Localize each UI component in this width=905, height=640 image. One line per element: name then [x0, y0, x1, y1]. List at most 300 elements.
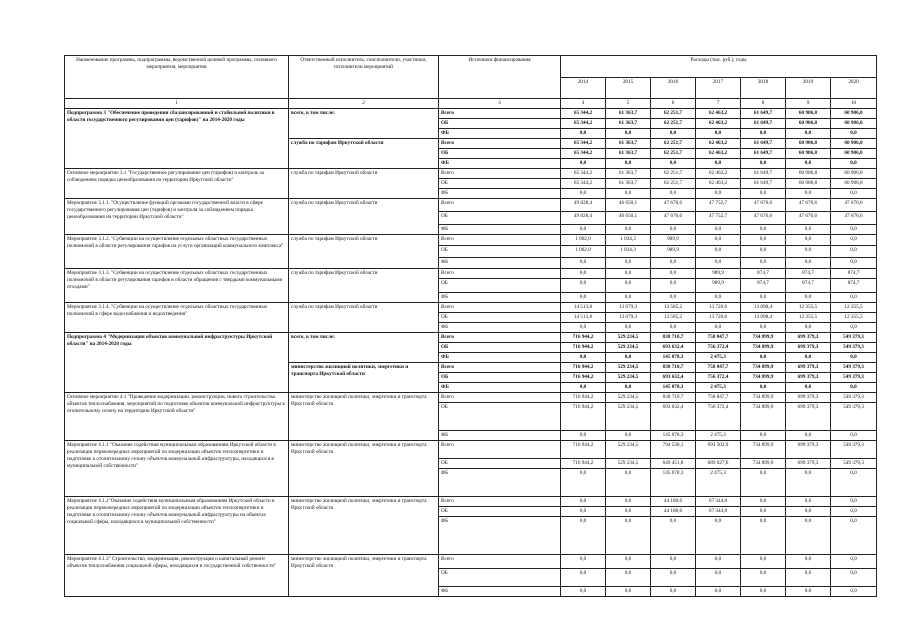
value-cell: 61 649,7 [741, 119, 786, 129]
year-cell: 2015 [606, 77, 651, 99]
column-number: 8 [741, 99, 786, 109]
value-cell: 0,0 [786, 469, 831, 497]
value-cell: 1 034,3 [606, 235, 651, 246]
value-cell: 65 344,2 [561, 109, 606, 119]
value-cell: 0,0 [651, 258, 696, 269]
value-cell: 13 098,4 [741, 313, 786, 323]
value-cell: 62 251,7 [651, 109, 696, 119]
table-row [65, 555, 877, 569]
program-name-cell: Подпрограмма 3 "Обеспечение проведения сбалансированной и стабильной политики в области государственного регулирования цен (тарифов)" на 2014-2020 годы [65, 109, 289, 169]
program-name-cell: Мероприятие 3.1.3. "Субвенции на осуществление отдельных областных государственных полномочий в области регулирования тарифов в области обращения с твердыми коммунальными отходами" [65, 269, 289, 303]
executor-cell: министерство жилищной политики, энергетики и транспорта Иркутской области [289, 441, 439, 497]
value-cell: 0,0 [606, 293, 651, 303]
value-cell: 0,0 [741, 469, 786, 497]
value-cell: 989,9 [696, 269, 741, 279]
source-cell: ОБ [439, 212, 561, 225]
value-cell: 0,0 [651, 279, 696, 293]
year-cell: 2018 [741, 77, 786, 99]
value-cell: 549 379,3 [831, 459, 877, 469]
table-row [65, 441, 877, 459]
value-cell: 549 379,3 [831, 441, 877, 459]
source-cell: Всего [439, 441, 561, 459]
value-cell: 13 679,3 [606, 313, 651, 323]
value-cell: 0,0 [696, 323, 741, 333]
value-cell: 874,7 [741, 279, 786, 293]
value-cell: 0,0 [741, 497, 786, 507]
executor-cell: служба по тарифам Иркутской области [289, 235, 439, 269]
value-cell: 756 372,4 [696, 343, 741, 353]
source-cell: ОБ [439, 459, 561, 469]
source-cell: ФБ [439, 159, 561, 169]
value-cell: 0,0 [786, 293, 831, 303]
value-cell: 0,0 [741, 517, 786, 555]
value-cell: 2 475,3 [696, 431, 741, 441]
source-cell: Всего [439, 333, 561, 343]
column-number: 1 [65, 99, 289, 109]
value-cell: 649 451,8 [651, 459, 696, 469]
value-cell: 716 944,2 [561, 459, 606, 469]
value-cell: 0,0 [831, 129, 877, 139]
value-cell: 65 344,2 [561, 179, 606, 189]
value-cell: 47 676,6 [741, 199, 786, 212]
value-cell: 0,0 [786, 431, 831, 441]
year-cell: 2020 [831, 77, 877, 99]
value-cell: 61 649,7 [741, 169, 786, 179]
source-cell: ОБ [439, 313, 561, 323]
value-cell: 0,0 [786, 159, 831, 169]
year-cell: 2017 [696, 77, 741, 99]
value-cell: 13 585,2 [651, 303, 696, 313]
value-cell: 716 944,2 [561, 333, 606, 343]
value-cell: 0,0 [606, 383, 651, 393]
value-cell: 47 676,6 [651, 212, 696, 225]
value-cell: 0,0 [786, 587, 831, 597]
value-cell: 756 372,4 [696, 373, 741, 383]
value-cell: 549 379,3 [831, 393, 877, 403]
value-cell: 0,0 [651, 587, 696, 597]
value-cell: 0,0 [606, 587, 651, 597]
value-cell: 14 513,8 [561, 303, 606, 313]
value-cell: 989,9 [651, 246, 696, 258]
value-cell: 0,0 [606, 431, 651, 441]
value-cell: 529 234,5 [606, 403, 651, 431]
value-cell: 47 752,7 [696, 212, 741, 225]
value-cell: 0,0 [561, 497, 606, 507]
value-cell: 0,0 [606, 225, 651, 235]
value-cell: 699 379,3 [786, 343, 831, 353]
value-cell: 145 078,3 [651, 383, 696, 393]
value-cell: 716 944,2 [561, 373, 606, 383]
value-cell: 549 379,3 [831, 403, 877, 431]
value-cell: 0,0 [696, 159, 741, 169]
value-cell: 62 251,7 [651, 169, 696, 179]
source-cell: ФБ [439, 353, 561, 363]
value-cell: 0,0 [831, 235, 877, 246]
value-cell: 0,0 [696, 246, 741, 258]
column-number: 10 [831, 99, 877, 109]
column-number: 7 [696, 99, 741, 109]
value-cell: 0,0 [561, 569, 606, 587]
value-cell: 716 944,2 [561, 343, 606, 353]
value-cell: 14 513,8 [561, 313, 606, 323]
source-cell: ФБ [439, 517, 561, 555]
value-cell: 0,0 [606, 189, 651, 199]
value-cell: 0,0 [696, 225, 741, 235]
value-cell: 734 899,9 [741, 333, 786, 343]
value-cell: 0,0 [561, 258, 606, 269]
executor-cell: служба по тарифам Иркутской области [289, 139, 439, 169]
value-cell: 0,0 [561, 555, 606, 569]
value-cell: 47 676,6 [741, 212, 786, 225]
value-cell: 874,7 [786, 279, 831, 293]
value-cell: 1 034,3 [606, 246, 651, 258]
source-cell: Всего [439, 235, 561, 246]
value-cell: 0,0 [831, 383, 877, 393]
value-cell: 0,0 [651, 555, 696, 569]
value-cell: 716 944,2 [561, 441, 606, 459]
value-cell: 0,0 [651, 159, 696, 169]
value-cell: 61 363,7 [606, 179, 651, 189]
source-cell: Всего [439, 497, 561, 507]
value-cell: 65 344,2 [561, 119, 606, 129]
header-costs: Расходы (тыс. руб.), годы [561, 56, 877, 78]
source-cell: Всего [439, 109, 561, 119]
value-cell: 0,0 [831, 469, 877, 497]
table-row [65, 169, 877, 179]
value-cell: 0,0 [561, 353, 606, 363]
source-cell: ОБ [439, 246, 561, 258]
value-cell: 874,7 [741, 269, 786, 279]
value-cell: 734 899,9 [741, 403, 786, 431]
value-cell: 0,0 [696, 587, 741, 597]
source-cell: ОБ [439, 149, 561, 159]
value-cell: 145 078,3 [651, 469, 696, 497]
executor-cell: служба по тарифам Иркутской области [289, 269, 439, 303]
value-cell: 0,0 [786, 555, 831, 569]
source-cell: ФБ [439, 189, 561, 199]
value-cell: 0,0 [786, 129, 831, 139]
value-cell: 0,0 [561, 225, 606, 235]
source-cell: Всего [439, 393, 561, 403]
program-name-cell: Подпрограмма 4 "Модернизация объектов коммунальной инфраструктуры Иркутской области" на 2014-2020 годы [65, 333, 289, 393]
source-cell: Всего [439, 555, 561, 569]
value-cell: 549 379,3 [831, 363, 877, 373]
value-cell: 0,0 [741, 293, 786, 303]
table-row [65, 269, 877, 279]
value-cell: 716 944,2 [561, 403, 606, 431]
value-cell: 838 710,7 [651, 333, 696, 343]
value-cell: 0,0 [741, 507, 786, 517]
source-cell: Всего [439, 269, 561, 279]
value-cell: 13 098,4 [741, 303, 786, 313]
value-cell: 0,0 [741, 587, 786, 597]
value-cell: 61 649,7 [741, 109, 786, 119]
value-cell: 0,0 [696, 258, 741, 269]
column-number: 2 [289, 99, 439, 109]
source-cell: Всего [439, 169, 561, 179]
table-row [65, 393, 877, 403]
value-cell: 2 475,3 [696, 469, 741, 497]
value-cell: 529 234,5 [606, 363, 651, 373]
source-cell: ОБ [439, 373, 561, 383]
executor-cell: министерство жилищной политики, энергетики и транспорта Иркутской области [289, 393, 439, 441]
value-cell: 0,0 [741, 569, 786, 587]
value-cell: 46 650,1 [606, 212, 651, 225]
source-cell: ОБ [439, 279, 561, 293]
value-cell: 13 720,6 [696, 313, 741, 323]
value-cell: 62 463,2 [696, 119, 741, 129]
program-name-cell: Мероприятие 4.1.3" Строительство, модернизация, реконструкция и капитальный ремонт объектов теплоснабжения социальной сферы, находящихся в государственной собственности" [65, 555, 289, 597]
program-name-cell: Мероприятие 4.1.2"Оказание содействия муниципальным образованиям Иркутской области в реализации первоочередных мероприятий по модернизации объектов теплоэнергетики и подготовке к отопительному сезону объектов коммунальной инфраструктуры на объектах социальной сферы, находящихся в муниципальной собственности" [65, 497, 289, 555]
value-cell: 0,0 [786, 246, 831, 258]
header-executor: Ответственный исполнитель, соисполнители, участники, исполнители мероприятий [289, 56, 439, 99]
value-cell: 47 676,6 [831, 212, 877, 225]
value-cell: 62 251,7 [651, 139, 696, 149]
value-cell: 60 906,8 [786, 169, 831, 179]
value-cell: 61 649,7 [741, 139, 786, 149]
value-cell: 62 251,7 [651, 149, 696, 159]
value-cell: 0,0 [741, 159, 786, 169]
value-cell: 0,0 [651, 225, 696, 235]
value-cell: 62 251,7 [651, 119, 696, 129]
value-cell: 61 363,7 [606, 119, 651, 129]
source-cell: ФБ [439, 258, 561, 269]
source-cell: Всего [439, 303, 561, 313]
value-cell: 0,0 [741, 258, 786, 269]
value-cell: 693 632,4 [651, 373, 696, 383]
value-cell: 529 234,5 [606, 393, 651, 403]
value-cell: 734 899,9 [741, 459, 786, 469]
value-cell: 60 906,8 [786, 109, 831, 119]
value-cell: 0,0 [696, 569, 741, 587]
executor-cell: министерство жилищной политики, энергетики и транспорта Иркутской области [289, 555, 439, 597]
value-cell: 60 906,8 [831, 109, 877, 119]
program-name-cell: Основное мероприятие 3.1 "Государственное регулирование цен (тарифов) и контроль за соблюдением порядка ценообразования на территории Иркутской области" [65, 169, 289, 199]
value-cell: 0,0 [561, 293, 606, 303]
value-cell: 0,0 [606, 269, 651, 279]
value-cell: 62 463,2 [696, 139, 741, 149]
program-name-cell: Мероприятие 3.1.4. "Субвенции на осуществление отдельных областных государственных полномочий в сфере водоснабжения и водоотведения" [65, 303, 289, 333]
source-cell: ОБ [439, 507, 561, 517]
value-cell: 60 906,8 [831, 149, 877, 159]
year-cell: 2019 [786, 77, 831, 99]
value-cell: 44 180,6 [651, 497, 696, 507]
value-cell: 62 251,7 [651, 179, 696, 189]
value-cell: 46 650,1 [606, 199, 651, 212]
value-cell: 0,0 [786, 258, 831, 269]
source-cell: ФБ [439, 225, 561, 235]
value-cell: 0,0 [741, 323, 786, 333]
value-cell: 62 463,2 [696, 149, 741, 159]
value-cell: 0,0 [696, 189, 741, 199]
value-cell: 0,0 [561, 323, 606, 333]
source-cell: ФБ [439, 587, 561, 597]
value-cell: 0,0 [786, 383, 831, 393]
value-cell: 699 379,3 [786, 441, 831, 459]
year-cell: 2016 [651, 77, 696, 99]
value-cell: 0,0 [606, 279, 651, 293]
value-cell: 0,0 [831, 246, 877, 258]
value-cell: 0,0 [741, 189, 786, 199]
source-cell: Всего [439, 139, 561, 149]
value-cell: 699 379,3 [786, 403, 831, 431]
value-cell: 689 027,6 [696, 459, 741, 469]
program-name-cell: Мероприятие 3.1.2. "Субвенции на осуществление отдельных областных государственных полномочий в области регулирования тарифов на услуги организаций коммунального комплекса" [65, 235, 289, 269]
value-cell: 0,0 [786, 323, 831, 333]
value-cell: 0,0 [561, 269, 606, 279]
executor-cell: служба по тарифам Иркутской области [289, 199, 439, 235]
value-cell: 529 234,5 [606, 459, 651, 469]
value-cell: 2 475,3 [696, 383, 741, 393]
value-cell: 0,0 [831, 225, 877, 235]
executor-cell: всего, в том числе: [289, 333, 439, 363]
value-cell: 0,0 [741, 129, 786, 139]
value-cell: 529 234,5 [606, 343, 651, 353]
value-cell: 529 234,5 [606, 373, 651, 383]
value-cell: 716 944,2 [561, 363, 606, 373]
value-cell: 61 363,7 [606, 139, 651, 149]
value-cell: 0,0 [606, 258, 651, 269]
value-cell: 145 078,3 [651, 431, 696, 441]
value-cell: 47 676,6 [786, 199, 831, 212]
value-cell: 0,0 [741, 431, 786, 441]
value-cell: 47 752,7 [696, 199, 741, 212]
value-cell: 49 828,4 [561, 199, 606, 212]
value-cell: 0,0 [606, 507, 651, 517]
value-cell: 0,0 [606, 323, 651, 333]
value-cell: 0,0 [831, 431, 877, 441]
table-row [65, 497, 877, 507]
value-cell: 60 906,8 [786, 139, 831, 149]
value-cell: 0,0 [606, 129, 651, 139]
value-cell: 12 355,5 [786, 303, 831, 313]
value-cell: 47 676,6 [831, 199, 877, 212]
value-cell: 838 710,7 [651, 363, 696, 373]
value-cell: 699 379,3 [786, 459, 831, 469]
header-name: Наименование программы, подпрограммы, ведомственной целевой программы, основного мероприятия, мероприятия [65, 56, 289, 99]
column-number: 4 [561, 99, 606, 109]
value-cell: 47 676,6 [786, 212, 831, 225]
value-cell: 699 379,3 [786, 333, 831, 343]
column-numbers-row [65, 99, 877, 109]
source-cell: ОБ [439, 179, 561, 189]
value-cell: 0,0 [651, 293, 696, 303]
value-cell: 529 234,5 [606, 333, 651, 343]
value-cell: 0,0 [606, 497, 651, 507]
value-cell: 0,0 [561, 129, 606, 139]
value-cell: 0,0 [831, 159, 877, 169]
value-cell: 0,0 [561, 469, 606, 497]
value-cell: 145 078,3 [651, 353, 696, 363]
value-cell: 0,0 [561, 279, 606, 293]
value-cell: 0,0 [696, 555, 741, 569]
value-cell: 0,0 [831, 189, 877, 199]
value-cell: 0,0 [831, 507, 877, 517]
source-cell: ОБ [439, 343, 561, 353]
value-cell: 0,0 [741, 353, 786, 363]
executor-cell: министерство жилищной политики, энергетики и транспорта Иркутской области [289, 497, 439, 555]
financing-table [64, 55, 877, 597]
value-cell: 0,0 [786, 497, 831, 507]
value-cell: 1 002,0 [561, 235, 606, 246]
value-cell: 693 632,4 [651, 343, 696, 353]
value-cell: 0,0 [696, 517, 741, 555]
value-cell: 0,0 [651, 269, 696, 279]
value-cell: 0,0 [651, 323, 696, 333]
value-cell: 691 502,9 [696, 441, 741, 459]
value-cell: 0,0 [651, 129, 696, 139]
value-cell: 0,0 [786, 353, 831, 363]
value-cell: 794 530,1 [651, 441, 696, 459]
value-cell: 0,0 [741, 383, 786, 393]
value-cell: 758 847,7 [696, 363, 741, 373]
value-cell: 62 463,2 [696, 179, 741, 189]
value-cell: 989,9 [651, 235, 696, 246]
value-cell: 699 379,3 [786, 363, 831, 373]
value-cell: 67 344,8 [696, 507, 741, 517]
value-cell: 0,0 [696, 293, 741, 303]
value-cell: 1 002,0 [561, 246, 606, 258]
value-cell: 60 906,8 [786, 149, 831, 159]
value-cell: 13 585,2 [651, 313, 696, 323]
value-cell: 0,0 [741, 555, 786, 569]
value-cell: 0,0 [786, 235, 831, 246]
value-cell: 0,0 [561, 507, 606, 517]
value-cell: 0,0 [786, 225, 831, 235]
value-cell: 0,0 [561, 517, 606, 555]
value-cell: 0,0 [831, 258, 877, 269]
source-cell: ОБ [439, 119, 561, 129]
column-number: 9 [786, 99, 831, 109]
value-cell: 65 344,2 [561, 139, 606, 149]
value-cell: 0,0 [606, 569, 651, 587]
value-cell: 12 355,5 [831, 313, 877, 323]
value-cell: 734 899,9 [741, 343, 786, 353]
value-cell: 0,0 [831, 293, 877, 303]
value-cell: 0,0 [786, 189, 831, 199]
value-cell: 758 847,7 [696, 393, 741, 403]
value-cell: 758 847,7 [696, 333, 741, 343]
value-cell: 0,0 [561, 383, 606, 393]
program-name-cell: Мероприятие 4.1.1 "Оказание содействия муниципальным образованиям Иркутской области в реализации первоочередных мероприятий по модернизации объектов теплоэнергетики и подготовке к отопительному сезону объектов коммунальной инфраструктуры, находящихся в муниципальной собственности" [65, 441, 289, 497]
value-cell: 0,0 [561, 189, 606, 199]
value-cell: 13 679,3 [606, 303, 651, 313]
value-cell: 734 899,9 [741, 393, 786, 403]
table-row [65, 235, 877, 246]
header-row [65, 56, 877, 78]
value-cell: 0,0 [651, 517, 696, 555]
executor-cell: министерство жилищной политики, энергетики и транспорта Иркутской области [289, 363, 439, 393]
source-cell: ФБ [439, 383, 561, 393]
value-cell: 699 379,3 [786, 393, 831, 403]
table-row [65, 109, 877, 119]
value-cell: 60 906,8 [831, 179, 877, 189]
value-cell: 0,0 [741, 225, 786, 235]
program-name-cell: Основное мероприятие 4.1 "Проведение модернизации, реконструкции, нового строительства объектов теплоснабжения, мероприятий по подготовке объектов коммунальной инфраструктуры к отопительному сезону на территории Иркутской области" [65, 393, 289, 441]
value-cell: 874,7 [831, 269, 877, 279]
source-cell: ОБ [439, 403, 561, 431]
value-cell: 0,0 [606, 159, 651, 169]
source-cell: Всего [439, 199, 561, 212]
value-cell: 0,0 [651, 189, 696, 199]
value-cell: 60 906,8 [786, 119, 831, 129]
value-cell: 0,0 [651, 569, 696, 587]
value-cell: 0,0 [741, 246, 786, 258]
value-cell: 62 463,2 [696, 169, 741, 179]
executor-cell: служба по тарифам Иркутской области [289, 303, 439, 333]
value-cell: 0,0 [831, 323, 877, 333]
table-row [65, 303, 877, 313]
